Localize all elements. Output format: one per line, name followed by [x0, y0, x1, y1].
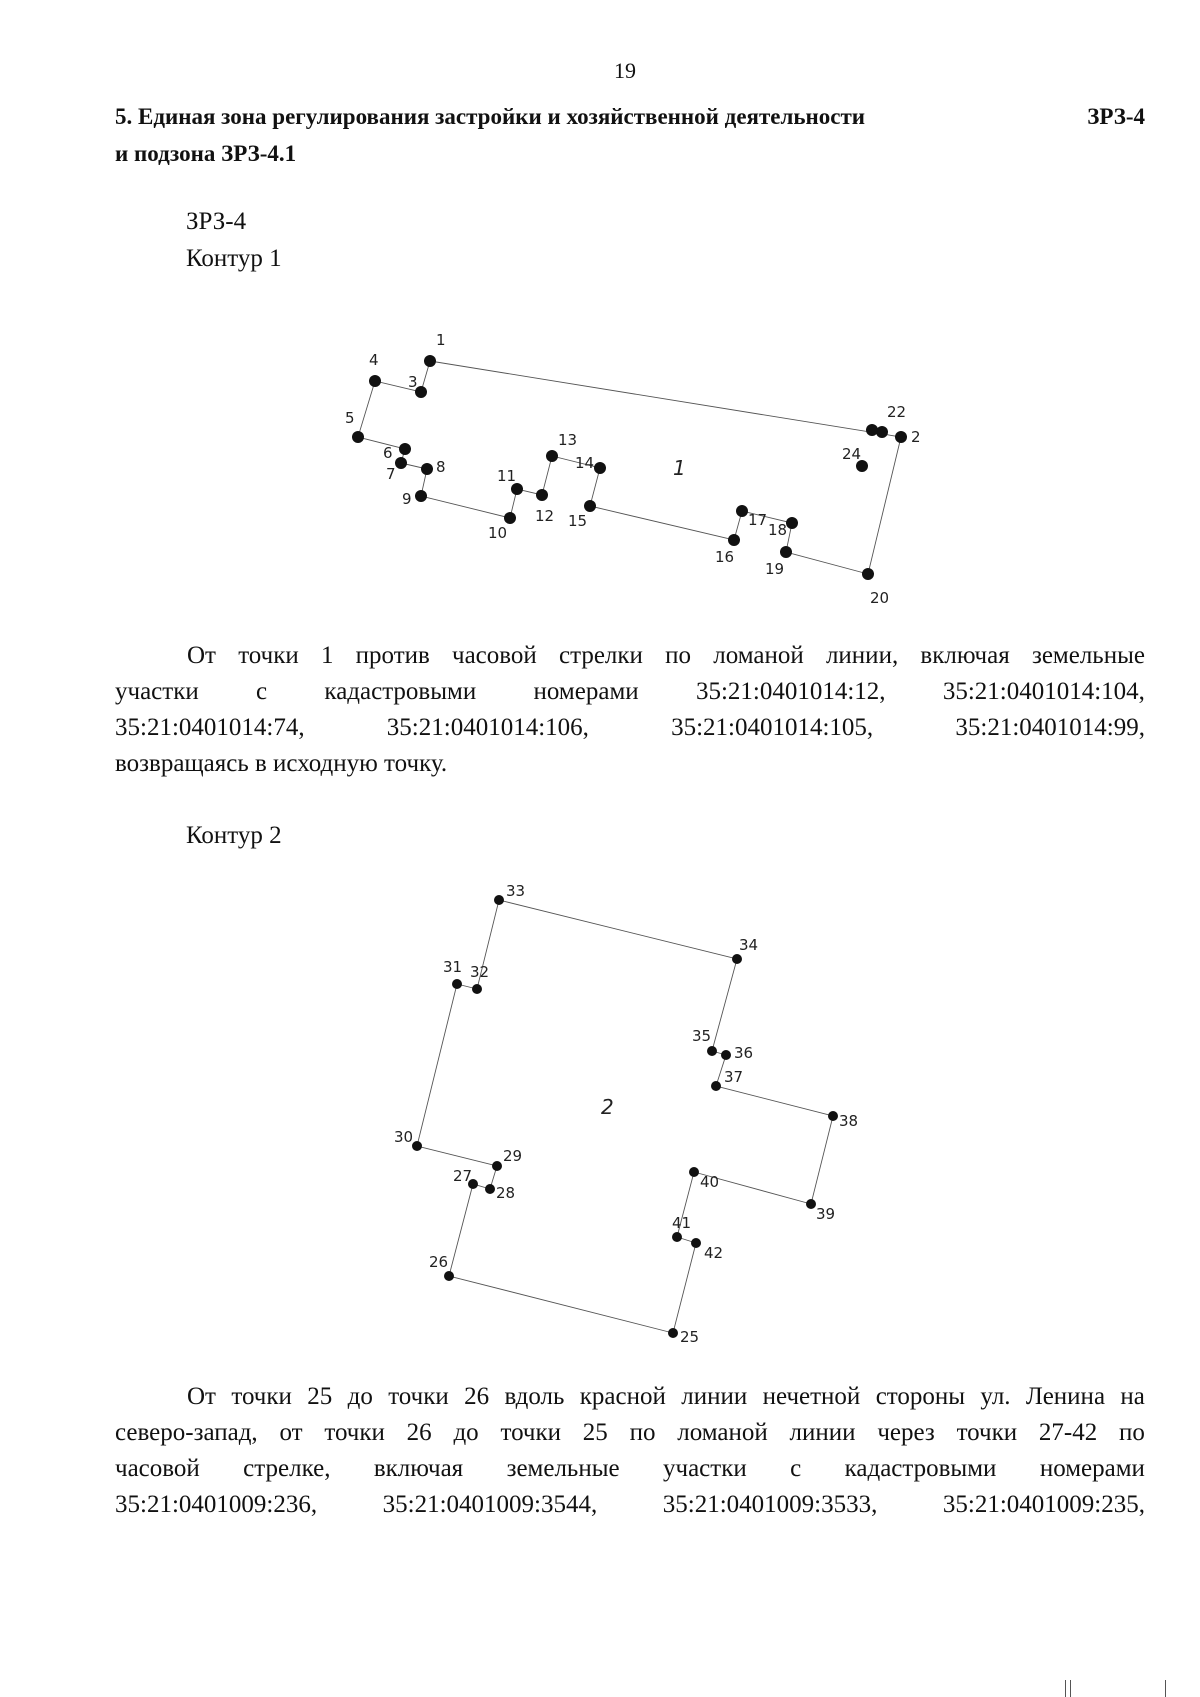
word: через — [877, 1419, 935, 1446]
word: земельные — [1031, 642, 1145, 669]
point-marker — [594, 462, 606, 474]
point-marker — [728, 534, 740, 546]
point-label: 20 — [870, 589, 890, 607]
contour1-description — [115, 638, 1145, 782]
word: линии — [789, 1419, 856, 1446]
point-marker — [412, 1141, 422, 1151]
point-marker — [494, 895, 504, 905]
word: точки — [238, 642, 299, 669]
point-label: 12 — [535, 507, 555, 525]
contour2-title: Контур 2 — [186, 822, 282, 849]
word: 35:21:0401009:3544, — [382, 1491, 598, 1518]
word: точки — [231, 1383, 292, 1410]
word: на — [1120, 1383, 1145, 1410]
point-marker — [828, 1111, 838, 1121]
contour-number-label: 2 — [601, 1095, 614, 1119]
point-label: 42 — [704, 1244, 724, 1262]
point-label: 15 — [568, 512, 588, 530]
point-marker — [444, 1271, 454, 1281]
word: 35:21:0401014:105, — [671, 714, 874, 741]
word: часовой — [115, 1455, 200, 1482]
point-label: 29 — [503, 1147, 523, 1165]
word: северо-запад, — [115, 1419, 258, 1446]
point-label: 8 — [436, 458, 446, 476]
word: участки — [663, 1455, 747, 1482]
point-marker — [895, 431, 907, 443]
point-marker — [876, 426, 888, 438]
word: включая — [373, 1455, 464, 1482]
word: вдоль — [504, 1383, 565, 1410]
word: до — [453, 1419, 479, 1446]
point-label: 22 — [887, 403, 907, 421]
point-marker — [504, 512, 516, 524]
point-marker — [689, 1167, 699, 1177]
point-label: 17 — [748, 511, 768, 529]
point-marker — [668, 1328, 678, 1338]
word: 27-42 — [1038, 1419, 1098, 1446]
point-marker — [536, 489, 548, 501]
word: 35:21:0401009:236, — [115, 1491, 318, 1518]
word: 25 — [582, 1419, 608, 1446]
word: включая — [920, 642, 1010, 669]
text-line — [115, 638, 1145, 674]
edge-mark — [1165, 1680, 1166, 1697]
word: точки — [500, 1419, 562, 1446]
word: номерами — [533, 678, 639, 705]
point-label: 9 — [402, 490, 412, 508]
contour1-title: Контур 1 — [186, 245, 282, 272]
point-label: 14 — [575, 454, 595, 472]
zone-label: ЗРЗ-4 — [186, 208, 247, 235]
point-label: 10 — [488, 524, 508, 542]
page-number: 19 — [614, 58, 636, 83]
point-label: 2 — [911, 428, 921, 446]
word: 26 — [406, 1419, 432, 1446]
point-label: 28 — [496, 1184, 516, 1202]
point-marker — [492, 1161, 502, 1171]
point-label: 37 — [724, 1068, 744, 1086]
point-marker — [584, 500, 596, 512]
word: участки — [115, 678, 199, 705]
point-marker — [691, 1238, 701, 1248]
point-marker — [732, 954, 742, 964]
word: часовой — [452, 642, 537, 669]
edge-mark — [1070, 1680, 1071, 1697]
point-marker — [472, 984, 482, 994]
word: точки — [388, 1383, 449, 1410]
text-line: возвращаясь в исходную точку. — [115, 750, 448, 777]
word: 35:21:0401009:3533, — [662, 1491, 878, 1518]
word: с — [256, 678, 268, 705]
point-marker — [399, 443, 411, 455]
point-label: 30 — [394, 1128, 414, 1146]
point-marker — [786, 517, 798, 529]
text-line — [115, 710, 1145, 746]
point-label: 35 — [692, 1027, 712, 1045]
word: 1 — [320, 642, 334, 669]
word: по — [1119, 1419, 1145, 1446]
point-marker — [736, 505, 748, 517]
text-line — [115, 674, 1145, 710]
word: нечетной — [762, 1383, 861, 1410]
point-label: 6 — [383, 444, 393, 462]
point-label: 1 — [436, 331, 446, 349]
word: стрелке, — [243, 1455, 331, 1482]
word: точки — [324, 1419, 385, 1446]
word: линии — [681, 1383, 748, 1410]
point-label: 25 — [680, 1328, 700, 1346]
word: номерами — [1039, 1455, 1145, 1482]
point-marker — [721, 1050, 731, 1060]
point-label: 33 — [506, 882, 526, 900]
word: 35:21:0401014:12, — [695, 678, 886, 705]
point-label: 24 — [842, 445, 862, 463]
point-marker — [421, 463, 433, 475]
zone-code: ЗРЗ-4 — [1087, 104, 1145, 129]
word: по — [629, 1419, 656, 1446]
contour1-diagram — [345, 331, 921, 607]
page-edge-marks — [1065, 1680, 1185, 1697]
point-marker — [806, 1199, 816, 1209]
word: 25 — [307, 1383, 333, 1410]
word: точки — [956, 1419, 1018, 1446]
contour-number-label: 1 — [673, 456, 686, 480]
point-label: 7 — [386, 465, 396, 483]
point-marker — [707, 1046, 717, 1056]
word: стороны — [875, 1383, 966, 1410]
point-marker — [352, 431, 364, 443]
point-label: 11 — [497, 467, 517, 485]
edge-mark — [1065, 1680, 1066, 1697]
point-marker — [866, 424, 878, 436]
word: От — [187, 1383, 216, 1410]
word: линии, — [825, 642, 899, 669]
text-line — [115, 1451, 1145, 1487]
point-label: 40 — [700, 1173, 720, 1191]
point-label: 38 — [839, 1112, 859, 1130]
point-label: 18 — [768, 521, 788, 539]
contour2-description — [115, 1379, 1145, 1523]
contour2-diagram — [394, 882, 858, 1346]
point-marker — [424, 355, 436, 367]
word: с — [790, 1455, 802, 1482]
point-marker — [862, 568, 874, 580]
point-label: 16 — [715, 548, 735, 566]
word: 35:21:0401014:99, — [955, 714, 1145, 741]
word: 35:21:0401014:106, — [386, 714, 589, 741]
heading-line2: и подзона ЗРЗ-4.1 — [115, 141, 297, 166]
text-line — [115, 1379, 1145, 1415]
point-label: 27 — [453, 1167, 473, 1185]
point-label: 19 — [765, 560, 785, 578]
word: 35:21:0401014:104, — [942, 678, 1145, 705]
point-marker — [672, 1232, 682, 1242]
word: 35:21:0401014:74, — [115, 714, 305, 741]
word: кадастровыми — [324, 678, 477, 705]
point-label: 3 — [408, 373, 418, 391]
point-label: 5 — [345, 409, 355, 427]
word: ломаной — [677, 1419, 768, 1446]
text-line — [115, 1415, 1145, 1451]
word: ломаной — [713, 642, 804, 669]
word: 26 — [464, 1383, 490, 1410]
word: кадастровыми — [844, 1455, 997, 1482]
point-marker — [546, 450, 558, 462]
word: Ленина — [1025, 1383, 1106, 1410]
point-label: 4 — [369, 351, 379, 369]
word: от — [279, 1419, 303, 1446]
point-label: 13 — [558, 431, 578, 449]
point-label: 32 — [470, 963, 490, 981]
text-line — [115, 1487, 1145, 1523]
word: до — [347, 1383, 373, 1410]
heading-text: 5. Единая зона регулирования застройки и хозяйственной деятельности — [115, 104, 866, 129]
word: против — [355, 642, 430, 669]
point-label: 39 — [816, 1205, 836, 1223]
point-marker — [395, 457, 407, 469]
word: красной — [579, 1383, 666, 1410]
point-marker — [780, 546, 792, 558]
point-marker — [452, 979, 462, 989]
point-label: 31 — [443, 958, 463, 976]
word: стрелки — [559, 642, 643, 669]
point-label: 26 — [429, 1253, 449, 1271]
point-label: 36 — [734, 1044, 754, 1062]
point-marker — [369, 375, 381, 387]
word: 35:21:0401009:235, — [942, 1491, 1145, 1518]
point-marker — [711, 1081, 721, 1091]
point-marker — [415, 490, 427, 502]
word: по — [665, 642, 692, 669]
word: От — [187, 642, 216, 669]
word: земельные — [506, 1455, 620, 1482]
point-label: 41 — [672, 1214, 692, 1232]
point-label: 34 — [739, 936, 759, 954]
word: ул. — [980, 1383, 1011, 1410]
point-marker — [485, 1184, 495, 1194]
